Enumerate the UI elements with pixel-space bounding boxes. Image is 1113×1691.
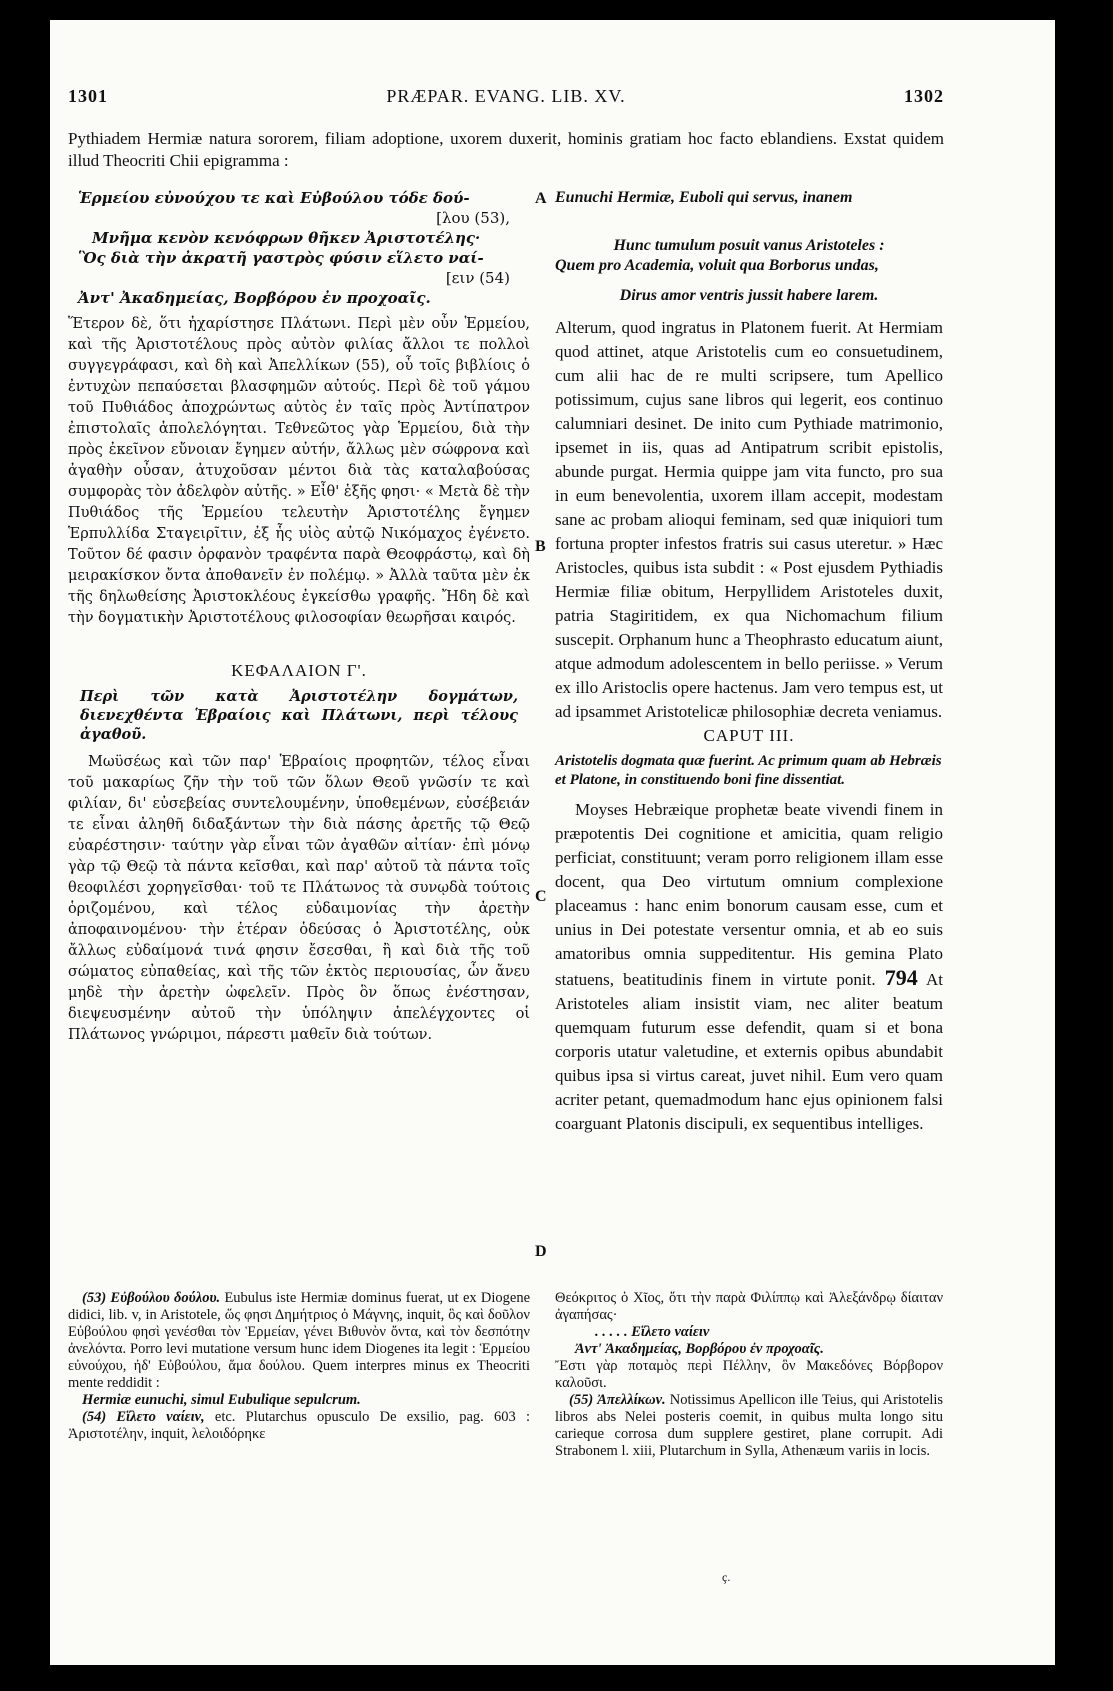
latin-column [555, 188, 943, 1136]
footnote-verse: Hermiæ eunuchi, simul Eubulique sepulcrum. [82, 1392, 361, 1408]
verse-line: Ἀντ' Ἀκαδημείας, Βορβόρου ἐν προχοαῖς. [78, 289, 431, 307]
footnote-text: Eubulus iste Hermiæ dominus fuerat, ut ex Diogene didici, lib. v, in Aristotele, ὥς φησι Δημήτριος ὁ Μάγνης, inquit, ὃς καὶ δοῦλον Εὐβούλου φησὶ γενέσθαι τὸν Ἑρμείαν, γένει Βιθυνὸν ὄντα, καὶ τὸν δεσπότην ἀνελόντα. Porro levi mutatione versum hunc idem Diogenes ita legit : Ἑρμείου εὐνούχου, ἠδ' Εὐβούλου, ἅμα δούλου. Quem interpres minus ex Theocriti mente reddidit : [68, 1290, 531, 1391]
footnote-lemma: (54) Εἵλετο ναίειν, [82, 1409, 205, 1425]
verse-line: Dirus amor ventris jussit habere larem. [619, 287, 879, 304]
verse-line: Μνῆμα κενὸν κενόφρων θῆκεν Ἀριστοτέλης· [92, 229, 481, 247]
intro-paragraph: Pythiadem Hermiæ natura sororem, filiam adoptione, uxorem duxerit, hominis gratiam hoc facto eblandiens. Exstat quidem illud Theocriti Chii epigramma : [68, 129, 944, 170]
margin-letter-a: A [535, 190, 547, 207]
signature-mark: ç. [722, 1570, 731, 1584]
greek-chapter-subtitle: Περὶ τῶν κατὰ Ἀριστοτέλην δογμάτων, διενεχθέντα Ἑβραίοις καὶ Πλάτωνι, περὶ τέλους ἀγαθοῦ. [80, 688, 518, 743]
verse-line: [ειν (54) [445, 269, 510, 287]
footnote-lemma: (53) Εὐβούλου δούλου. [82, 1290, 221, 1306]
margin-letter-d: D [535, 1243, 547, 1260]
footnote-lemma: (55) Ἀπελλίκων. [569, 1392, 666, 1408]
latin-epigram [555, 188, 943, 306]
latin-text: At Aristoteles aliam insistit viam, nec aliter beatum quemquam futurum esse defendit, quam si et bona corporis utatur valetudine, et externis opibus abundabit quibus ipsa si virtus careat, juvet nihil. Eum vero quam acriter petant, quemadmodum hanc ejus opinionem falsi coarguant Platonis discipuli, ex sequentibus intelliges. [555, 970, 944, 1133]
verse-line: Hunc tumulum posuit vanus Aristoteles : [613, 237, 885, 254]
greek-epigram [78, 188, 530, 308]
latin-chapter-heading: CAPUT III. [703, 726, 795, 745]
margin-letter-c: C [535, 888, 547, 905]
latin-paragraph: Alterum, quod ingratus in Platonem fuerit. At Hermiam quod attinet, atque Aristotelis cum eo consuetudinem, cum alii hac de re multi scripsere, tum Apellico potissimum, cujus sane libros qui legerit, eos continuo calumniari desinet. De inito cum Pythiade matrimonio, ipsemet in iis, quas ad Antipatrum scribit epistolis, abunde purgat. Hermia quippe jam vita functo, pro sua in eum benevolentia, uxorem illam accepit, modestam sane ac probam alioqui feminam, sed quæ iniquiori tum fortuna propter infestos fratris sui casus uteretur. » Hæc Aristocles, quibus ista subdit : « Post ejusdem Pythiadis Hermiæ filiæ obitum, Herpyllidem Aristoteles duxit, patria Stagiritidem, ex qua Nichomachum filium suscepit. Orphanum hunc a Theophrasto educatum aiunt, atque admodum adolescentem in bello periisse. » Verum ex illo Aristoclis opere hactenus. Jam vero tempus est, ut ad ipsammet Aristotelicæ philosophiæ decreta veniamus. [555, 318, 943, 721]
footnote-verse: . . . . . Εἵλετο ναίειν [595, 1324, 710, 1340]
greek-paragraph: Μωϋσέως καὶ τῶν παρ' Ἑβραίοις προφητῶν, τέλος εἶναι τοῦ μακαρίως ζῆν τὴν τοῦ τῶν ὅλων Θεοῦ γνῶσίν τε καὶ φιλίαν, δι' εὐσεβείας συντελουμένην, ὑποθεμένων, εὐσέβειάν τε εἶναι ἀληθῆ διδαξάντων τὴν διὰ πάσης ἀρετῆς τῷ Θεῷ εὐαρέστησιν· ταύτην γὰρ εἶναι τῶν ἀγαθῶν αἰτίαν· ἐπὶ μόνῳ γὰρ τῷ Θεῷ τὰ πάντα κεῖσθαι, καὶ παρ' αὐτοῦ τὰ πάντα τοῖς θεοφιλέσι χορηγεῖσθαι· τοῦ τε Πλάτωνος τὰ συνῳδὰ τούτοις ὁριζομένου, καὶ τέλος εὐδαιμονίας τὴν ἀρετὴν ἀποφαινομένου· τὴν ἑτέραν ὁδεύσας ὁ Ἀριστοτέλης, οὐκ ἄλλως εὐδαίμονά τινά φησιν ἔσεσθαι, ἢ καὶ διὰ τῆς τοῦ σώματος εὐπαθείας, καὶ τῆς τῶν ἐκτὸς περιουσίας, ὧν ἄνευ μηδὲ τὴν ἀρετὴν ὠφελεῖν. Πρὸς ὃν ὅπως ἐνέστησαν, διεψευσμένην αὐτοῦ τὴν ὑπόληψιν ἀπελέγχοντες οἱ Πλάτωνος γνώριμοι, πάρεστι μαθεῖν διὰ τούτων. [68, 754, 530, 1043]
footnote-53 [68, 1290, 530, 1392]
running-title: PRÆPAR. EVANG. LIB. XV. [386, 86, 626, 106]
footnote-verse: Ἀντ' Ἀκαδημείας, Βορβόρου ἐν προχοαῖς. [575, 1341, 824, 1357]
verse-line: Ἑρμείου εὐνούχου τε καὶ Εὐβούλου τόδε δού- [78, 189, 470, 207]
running-head [68, 86, 944, 110]
footnote-54 [68, 1409, 530, 1443]
verse-line: Ὃς διὰ τὴν ἀκρατῆ γαστρὸς φύσιν εἵλετο ναί- [78, 249, 484, 267]
footnote-text: etc. Plutarchus opusculo De exsilio, pag. 603 : Ἀριστοτέλην, inquit, λελοιδόρηκε [68, 1409, 530, 1442]
greek-chapter-heading: ΚΕΦΑΛΑΙΟΝ Γ'. [231, 661, 367, 680]
footnotes-right [555, 1290, 943, 1460]
latin-chapter-subtitle: Aristotelis dogmata quæ fuerint. Ac primum quam ab Hebræis et Platone, in constituendo boni fine dissentiat. [555, 753, 942, 788]
latin-paragraph [555, 798, 943, 1136]
page-marker: 794 [884, 965, 918, 990]
margin-letter-b: B [535, 538, 546, 555]
greek-paragraph: Ἕτερον δὲ, ὅτι ἠχαρίστησε Πλάτωνι. Περὶ μὲν οὖν Ἑρμείου, καὶ τῆς Ἀριστοτέλους πρὸς αὐτὸν φιλίας ἄλλοι τε πολλοὶ συγγεγράφασι, καὶ δὴ καὶ Ἀπελλίκων (55), οὗ τοῖς βιβλίοις ὁ ἐντυχὼν πεπαύσεται βλασφημῶν αὐτούς. Περὶ δὲ τοῦ γάμου τοῦ Πυθιάδος ἀποχρώντως αὐτὸς ἐν ταῖς πρὸς Ἀντίπατρον ἐπιστολαῖς ἀπολελόγηται. Τεθνεῶτος γὰρ Ἑρμείου, διὰ τὴν πρὸς ἐκεῖνον εὔνοιαν ἔγημεν αὐτήν, ἄλλως μὲν σώφρονα καὶ ἀγαθὴν οὖσαν, ἀτυχοῦσαν μέντοι διὰ τὰς καταλαβούσας συμφορὰς τὸν ἀδελφὸν αὐτῆς. » Εἶθ' ἑξῆς φησι· « Μετὰ δὲ τὴν Πυθιάδος τῆς Ἑρμείου τελευτὴν Ἀριστοτέλης ἔγημεν Ἑρπυλλίδα Σταγειρῖτιν, ἐξ ἧς υἱὸς αὐτῷ Νικόμαχος ἐγένετο. Τοῦτον δέ φασιν ὀρφανὸν τραφέντα παρὰ Θεοφράστῳ, καὶ δὴ μειρακίσκον ὄντα ἀποθανεῖν ἐν πολέμῳ. » Ἀλλὰ ταῦτα μὲν ἐκ τῆς δηλωθείσης Ἀριστοκλέους ἐγκείσθω γραφῆς. Ἤδη δὲ καὶ τὴν δογματικὴν Ἀριστοτέλους φιλοσοφίαν θεωρῆσαι καιρός. [68, 316, 530, 626]
verse-line: [λου (53), [436, 209, 510, 227]
footnotes-left [68, 1290, 530, 1443]
footnote-55 [555, 1392, 943, 1460]
verse-line: Quem pro Academia, voluit qua Borborus undas, [555, 257, 879, 274]
page-number-right: 1302 [904, 86, 944, 106]
footnote-text: Notissimus Apellicon ille Teius, qui Aristotelis libros abs Nelei posteris coemit, in quibus multa longo situ carieque corrosa dum supplere gestiret, plane corrupit. Adi Strabonem l. xiii, Plutarchum in Sylla, Athenæum variis in locis. [555, 1392, 944, 1459]
greek-column [68, 188, 530, 1046]
page-number-left: 1301 [68, 86, 108, 106]
latin-text: Moyses Hebræique prophetæ beate vivendi finem in præpotentis Dei cognitione et amicitia, quam religio perficiat, constituunt; veram porro religionem illam esse docent, qua Deo virtutum omnium complexione placeamus : hanc enim bonorum causam esse, cum et unius in Dei potestate versentur omnia, et ab eo suis amatoribus omnia suppeditentur. His gemina Plato statuens, beatitudinis finem in virtute ponit. [555, 800, 943, 989]
footnote-text: Ἔστι γὰρ ποταμὸς περὶ Πέλλην, ὃν Μακεδόνες Βόρβορον καλοῦσι. [555, 1358, 943, 1391]
footnote-text: Θεόκριτος ὁ Χῖος, ὅτι τὴν παρὰ Φιλίππῳ καὶ Ἀλεξάνδρῳ δίαιταν ἀγαπήσας· [555, 1290, 943, 1323]
verse-line: Eunuchi Hermiæ, Euboli qui servus, inanem [555, 189, 853, 206]
